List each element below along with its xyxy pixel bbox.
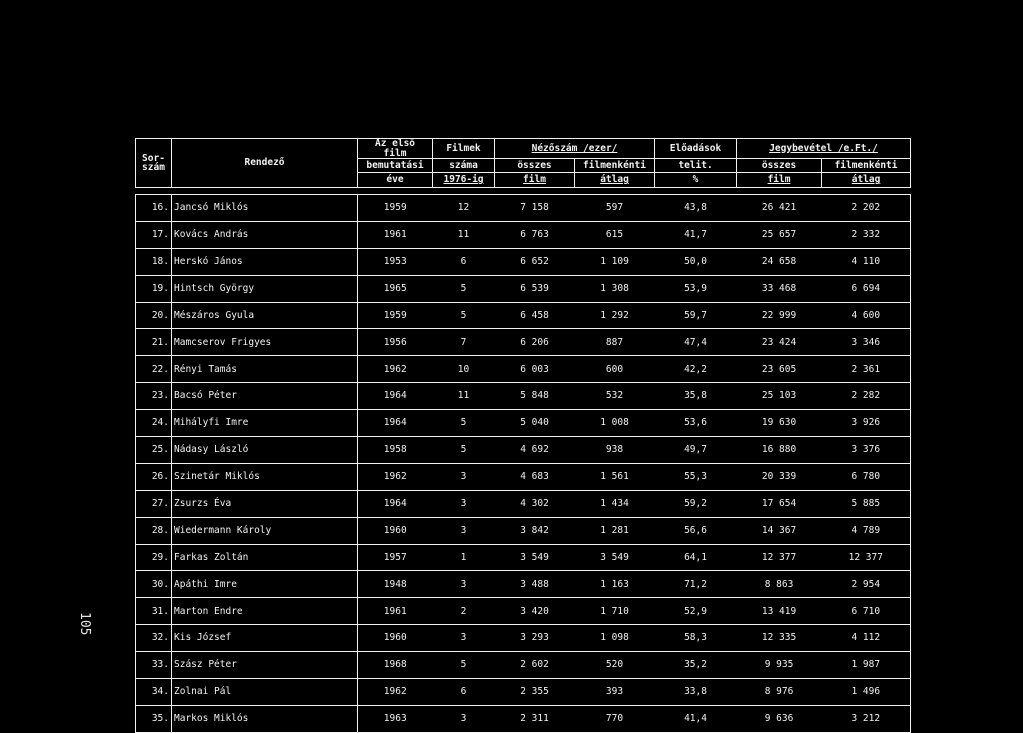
first-film-year: 1962: [358, 356, 433, 383]
viewers-total: 4 683: [495, 463, 575, 490]
first-film-year: 1964: [358, 383, 433, 410]
occupancy-percent: 41,4: [655, 705, 737, 732]
viewers-total: 4 302: [495, 490, 575, 517]
revenue-average: 2 361: [822, 356, 911, 383]
occupancy-percent: 47,4: [655, 329, 737, 356]
table-row: [136, 517, 911, 544]
revenue-total: 17 654: [737, 490, 822, 517]
revenue-total: 13 419: [737, 598, 822, 625]
film-count: 5: [433, 437, 495, 464]
row-number: 16.: [136, 195, 172, 222]
row-number: 23.: [136, 383, 172, 410]
film-count: 5: [433, 410, 495, 437]
film-count: 12: [433, 195, 495, 222]
header-first-film-3: éve: [358, 173, 433, 188]
row-number: 18.: [136, 248, 172, 275]
row-number: 27.: [136, 490, 172, 517]
table-row: [136, 625, 911, 652]
viewers-total: 3 420: [495, 598, 575, 625]
occupancy-percent: 49,7: [655, 437, 737, 464]
viewers-total: 6 458: [495, 302, 575, 329]
first-film-year: 1959: [358, 302, 433, 329]
header-revenue-avg-1: filmenkénti: [822, 159, 911, 173]
table-header: [136, 139, 911, 195]
occupancy-percent: 55,3: [655, 463, 737, 490]
viewers-total: 3 293: [495, 625, 575, 652]
occupancy-percent: 35,8: [655, 383, 737, 410]
film-count: 2: [433, 598, 495, 625]
occupancy-percent: 52,9: [655, 598, 737, 625]
row-number: 28.: [136, 517, 172, 544]
occupancy-percent: 71,2: [655, 571, 737, 598]
row-number: 33.: [136, 652, 172, 679]
director-name: Apáthi Imre: [172, 571, 358, 598]
viewers-average: 1 109: [575, 248, 655, 275]
revenue-total: 9 935: [737, 652, 822, 679]
first-film-year: 1963: [358, 705, 433, 732]
revenue-total: 26 421: [737, 195, 822, 222]
film-count: 3: [433, 625, 495, 652]
director-name: Farkas Zoltán: [172, 544, 358, 571]
revenue-average: 4 112: [822, 625, 911, 652]
revenue-average: 1 987: [822, 652, 911, 679]
film-count: 5: [433, 302, 495, 329]
first-film-year: 1960: [358, 517, 433, 544]
viewers-total: 6 539: [495, 275, 575, 302]
revenue-total: 12 335: [737, 625, 822, 652]
viewers-average: 1 281: [575, 517, 655, 544]
revenue-average: 3 346: [822, 329, 911, 356]
occupancy-percent: 58,3: [655, 625, 737, 652]
table-row: [136, 490, 911, 517]
director-name: Jancsó Miklós: [172, 195, 358, 222]
row-number: 31.: [136, 598, 172, 625]
film-count: 3: [433, 490, 495, 517]
viewers-total: 6 206: [495, 329, 575, 356]
viewers-total: 6 763: [495, 221, 575, 248]
occupancy-percent: 33,8: [655, 679, 737, 706]
director-name: Kis József: [172, 625, 358, 652]
header-occupancy-3: %: [655, 173, 737, 188]
viewers-total: 3 842: [495, 517, 575, 544]
occupancy-percent: 35,2: [655, 652, 737, 679]
viewers-average: 1 710: [575, 598, 655, 625]
revenue-average: 2 202: [822, 195, 911, 222]
table-row: [136, 302, 911, 329]
header-revenue-group: Jegybevétel /e.Ft./: [737, 139, 911, 159]
revenue-total: 20 339: [737, 463, 822, 490]
viewers-average: 520: [575, 652, 655, 679]
viewers-average: 1 561: [575, 463, 655, 490]
viewers-average: 887: [575, 329, 655, 356]
header-viewers-avg-2: átlag: [575, 173, 655, 188]
first-film-year: 1964: [358, 410, 433, 437]
film-count: 5: [433, 652, 495, 679]
director-name: Nádasy László: [172, 437, 358, 464]
film-count: 11: [433, 221, 495, 248]
revenue-average: 6 694: [822, 275, 911, 302]
revenue-total: 25 103: [737, 383, 822, 410]
revenue-average: 5 885: [822, 490, 911, 517]
row-number: 20.: [136, 302, 172, 329]
viewers-total: 3 488: [495, 571, 575, 598]
viewers-total: 5 040: [495, 410, 575, 437]
viewers-average: 1 308: [575, 275, 655, 302]
viewers-total: 2 602: [495, 652, 575, 679]
viewers-total: 2 311: [495, 705, 575, 732]
header-viewers-total-1: összes: [495, 159, 575, 173]
table-body: [136, 195, 911, 733]
director-name: Mamcserov Frigyes: [172, 329, 358, 356]
film-count: 3: [433, 571, 495, 598]
header-first-film-2: bemutatási: [358, 159, 433, 173]
director-name: Mészáros Gyula: [172, 302, 358, 329]
viewers-average: 1 163: [575, 571, 655, 598]
first-film-year: 1956: [358, 329, 433, 356]
film-count: 11: [433, 383, 495, 410]
row-number: 35.: [136, 705, 172, 732]
first-film-year: 1960: [358, 625, 433, 652]
row-number: 17.: [136, 221, 172, 248]
viewers-average: 1 098: [575, 625, 655, 652]
row-number: 34.: [136, 679, 172, 706]
row-number: 22.: [136, 356, 172, 383]
director-name: Szinetár Miklós: [172, 463, 358, 490]
header-films-2: száma: [433, 159, 495, 173]
film-count: 3: [433, 463, 495, 490]
director-statistics-table: [135, 138, 911, 733]
header-films-3: 1976-ig: [433, 173, 495, 188]
table-row: [136, 544, 911, 571]
header-revenue-avg-2: átlag: [822, 173, 911, 188]
row-number: 30.: [136, 571, 172, 598]
table-row: [136, 679, 911, 706]
table-row: [136, 356, 911, 383]
occupancy-percent: 43,8: [655, 195, 737, 222]
header-occupancy-1: Előadások: [655, 139, 737, 159]
viewers-average: 1 292: [575, 302, 655, 329]
first-film-year: 1958: [358, 437, 433, 464]
film-count: 10: [433, 356, 495, 383]
table-row: [136, 248, 911, 275]
viewers-average: 938: [575, 437, 655, 464]
revenue-average: 2 954: [822, 571, 911, 598]
viewers-average: 770: [575, 705, 655, 732]
first-film-year: 1968: [358, 652, 433, 679]
revenue-average: 1 496: [822, 679, 911, 706]
header-revenue-total-1: összes: [737, 159, 822, 173]
viewers-total: 2 355: [495, 679, 575, 706]
row-number: 24.: [136, 410, 172, 437]
row-number: 25.: [136, 437, 172, 464]
film-count: 7: [433, 329, 495, 356]
revenue-total: 9 636: [737, 705, 822, 732]
director-name: Marton Endre: [172, 598, 358, 625]
viewers-total: 3 549: [495, 544, 575, 571]
revenue-average: 2 332: [822, 221, 911, 248]
revenue-average: 6 710: [822, 598, 911, 625]
row-number: 26.: [136, 463, 172, 490]
table-row: [136, 652, 911, 679]
row-number: 21.: [136, 329, 172, 356]
revenue-total: 33 468: [737, 275, 822, 302]
occupancy-percent: 53,6: [655, 410, 737, 437]
table-row: [136, 598, 911, 625]
header-occupancy-2: telit.: [655, 159, 737, 173]
row-number: 19.: [136, 275, 172, 302]
revenue-total: 8 976: [737, 679, 822, 706]
first-film-year: 1962: [358, 679, 433, 706]
occupancy-percent: 41,7: [655, 221, 737, 248]
revenue-average: 4 600: [822, 302, 911, 329]
header-rendezo: Rendező: [172, 139, 358, 188]
viewers-total: 7 158: [495, 195, 575, 222]
viewers-average: 1 434: [575, 490, 655, 517]
viewers-average: 600: [575, 356, 655, 383]
first-film-year: 1961: [358, 598, 433, 625]
revenue-total: 12 377: [737, 544, 822, 571]
director-name: Bacsó Péter: [172, 383, 358, 410]
occupancy-percent: 53,9: [655, 275, 737, 302]
film-count: 3: [433, 705, 495, 732]
page-number: 105: [77, 612, 92, 636]
director-name: Markos Miklós: [172, 705, 358, 732]
film-count: 3: [433, 517, 495, 544]
revenue-average: 12 377: [822, 544, 911, 571]
occupancy-percent: 50,0: [655, 248, 737, 275]
viewers-average: 615: [575, 221, 655, 248]
director-name: Rényi Tamás: [172, 356, 358, 383]
revenue-average: 2 282: [822, 383, 911, 410]
header-revenue-total-2: film: [737, 173, 822, 188]
table-row: [136, 571, 911, 598]
occupancy-percent: 56,6: [655, 517, 737, 544]
occupancy-percent: 42,2: [655, 356, 737, 383]
first-film-year: 1961: [358, 221, 433, 248]
director-name: Mihályfi Imre: [172, 410, 358, 437]
revenue-average: 3 926: [822, 410, 911, 437]
table-row: [136, 221, 911, 248]
film-count: 6: [433, 679, 495, 706]
revenue-total: 24 658: [737, 248, 822, 275]
first-film-year: 1964: [358, 490, 433, 517]
director-name: Herskó János: [172, 248, 358, 275]
table-row: [136, 329, 911, 356]
viewers-average: 532: [575, 383, 655, 410]
first-film-year: 1948: [358, 571, 433, 598]
director-name: Zolnai Pál: [172, 679, 358, 706]
first-film-year: 1962: [358, 463, 433, 490]
revenue-average: 6 780: [822, 463, 911, 490]
header-viewers-group: Nézőszám /ezer/: [495, 139, 655, 159]
viewers-total: 6 652: [495, 248, 575, 275]
first-film-year: 1957: [358, 544, 433, 571]
director-name: Kovács András: [172, 221, 358, 248]
header-viewers-total-2: film: [495, 173, 575, 188]
table-row: [136, 383, 911, 410]
viewers-average: 597: [575, 195, 655, 222]
first-film-year: 1965: [358, 275, 433, 302]
revenue-total: 16 880: [737, 437, 822, 464]
film-count: 1: [433, 544, 495, 571]
occupancy-percent: 59,2: [655, 490, 737, 517]
first-film-year: 1953: [358, 248, 433, 275]
table-row: [136, 410, 911, 437]
header-films-1: Filmek: [433, 139, 495, 159]
revenue-average: 4 110: [822, 248, 911, 275]
director-name: Wiedermann Károly: [172, 517, 358, 544]
revenue-average: 4 789: [822, 517, 911, 544]
revenue-average: 3 376: [822, 437, 911, 464]
occupancy-percent: 64,1: [655, 544, 737, 571]
table-row: [136, 437, 911, 464]
viewers-total: 5 848: [495, 383, 575, 410]
header-sorszam: Sor- szám: [136, 139, 172, 188]
table-row: [136, 275, 911, 302]
film-count: 6: [433, 248, 495, 275]
header-viewers-avg-1: filmenkénti: [575, 159, 655, 173]
viewers-average: 393: [575, 679, 655, 706]
film-count: 5: [433, 275, 495, 302]
occupancy-percent: 59,7: [655, 302, 737, 329]
viewers-total: 4 692: [495, 437, 575, 464]
revenue-average: 3 212: [822, 705, 911, 732]
revenue-total: 14 367: [737, 517, 822, 544]
row-number: 29.: [136, 544, 172, 571]
revenue-total: 19 630: [737, 410, 822, 437]
revenue-total: 23 424: [737, 329, 822, 356]
table-row: [136, 195, 911, 222]
revenue-total: 8 863: [737, 571, 822, 598]
revenue-total: 25 657: [737, 221, 822, 248]
viewers-average: 3 549: [575, 544, 655, 571]
table-row: [136, 463, 911, 490]
revenue-total: 22 999: [737, 302, 822, 329]
viewers-total: 6 003: [495, 356, 575, 383]
row-number: 32.: [136, 625, 172, 652]
director-name: Szász Péter: [172, 652, 358, 679]
viewers-average: 1 008: [575, 410, 655, 437]
director-name: Zsurzs Éva: [172, 490, 358, 517]
director-name: Hintsch György: [172, 275, 358, 302]
revenue-total: 23 605: [737, 356, 822, 383]
header-first-film-1: Az első film: [358, 139, 433, 159]
first-film-year: 1959: [358, 195, 433, 222]
